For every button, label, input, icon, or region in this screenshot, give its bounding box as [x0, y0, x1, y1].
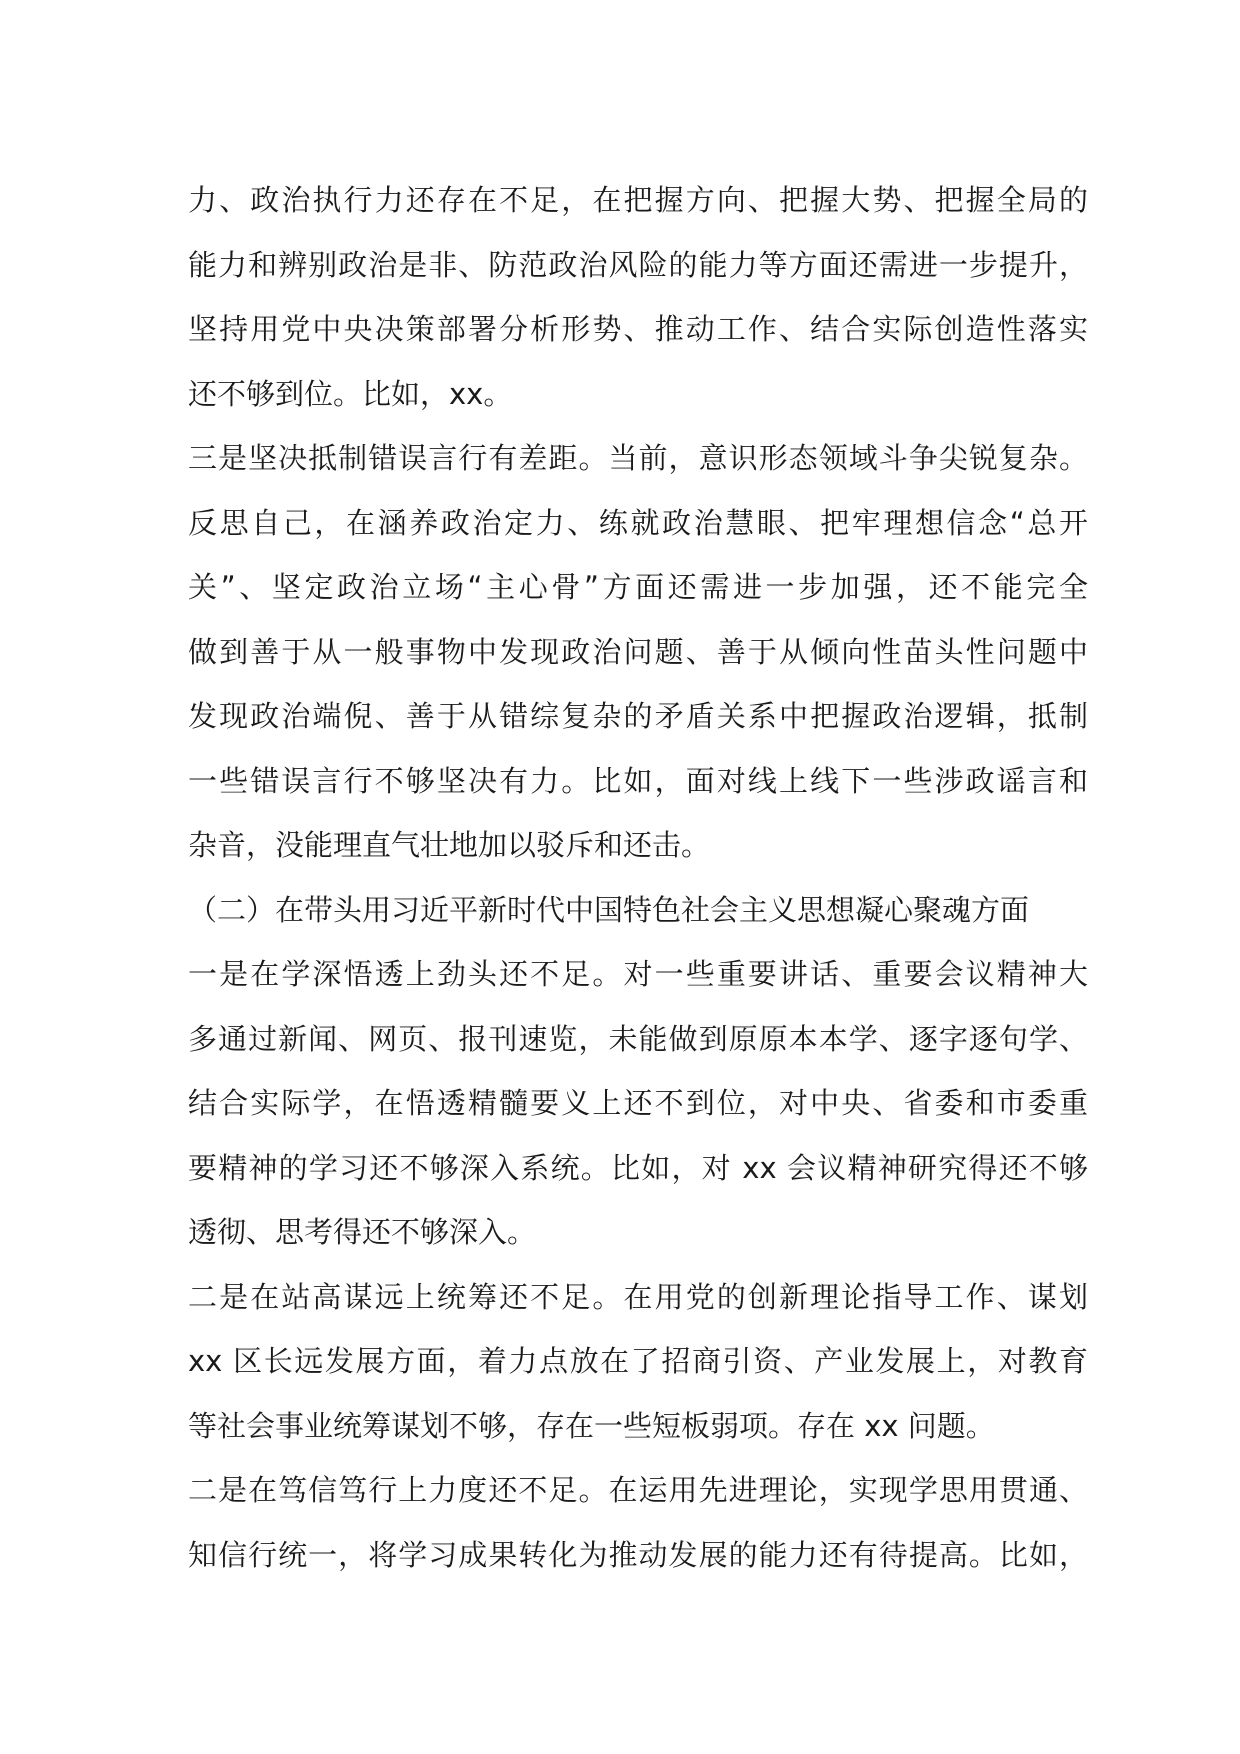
text-line: 反思自己，在涵养政治定力、练就政治慧眼、把牢理想信念“总开: [188, 505, 1088, 540]
text-line: 能力和辨别政治是非、防范政治风险的能力等方面还需进一步提升，: [188, 247, 1088, 282]
text-line: 要精神的学习还不够深入系统。比如，对 xx 会议精神研究得还不够: [188, 1150, 1088, 1185]
text-line: 二是在站高谋远上统筹还不足。在用党的创新理论指导工作、谋划: [188, 1279, 1088, 1314]
text-line: 透彻、思考得还不够深入。: [188, 1215, 537, 1249]
text-line: 一些错误言行不够坚决有力。比如，面对线上线下一些涉政谣言和: [188, 763, 1088, 798]
body-text: [188, 168, 1088, 1587]
text-line: 等社会事业统筹谋划不够，存在一些短板弱项。存在 xx 问题。: [188, 1408, 995, 1443]
text-line: 三是坚决抵制错误言行有差距。当前，意识形态领域斗争尖锐复杂。: [188, 441, 1088, 475]
text-line: 知信行统一，将学习成果转化为推动发展的能力还有待提高。比如，: [188, 1537, 1088, 1572]
text-line: 多通过新闻、网页、报刊速览，未能做到原原本本学、逐字逐句学、: [188, 1021, 1088, 1056]
text-line: 二是在笃信笃行上力度还不足。在运用先进理论，实现学思用贯通、: [188, 1473, 1088, 1507]
text-line: 坚持用党中央决策部署分析形势、推动工作、结合实际创造性落实: [188, 312, 1088, 346]
text-line: 还不够到位。比如，xx。: [188, 376, 513, 411]
text-line: 关”、坚定政治立场“主心骨”方面还需进一步加强，还不能完全: [188, 570, 1088, 604]
text-line: 杂音，没能理直气壮地加以驳斥和还击。: [188, 828, 711, 862]
text-line: xx 区长远发展方面，着力点放在了招商引资、产业发展上，对教育: [188, 1344, 1088, 1378]
text-line: 结合实际学，在悟透精髓要义上还不到位，对中央、省委和市委重: [188, 1086, 1088, 1120]
section-heading: （二）在带头用习近平新时代中国特色社会主义思想凝心聚魂方面: [188, 892, 1030, 927]
text-line: 力、政治执行力还存在不足，在把握方向、把握大势、把握全局的: [188, 183, 1088, 217]
text-line: 做到善于从一般事物中发现政治问题、善于从倾向性苗头性问题中: [188, 634, 1088, 669]
text-line: 发现政治端倪、善于从错综复杂的矛盾关系中把握政治逻辑，抵制: [188, 699, 1088, 733]
text-line: 一是在学深悟透上劲头还不足。对一些重要讲话、重要会议精神大: [188, 957, 1088, 991]
